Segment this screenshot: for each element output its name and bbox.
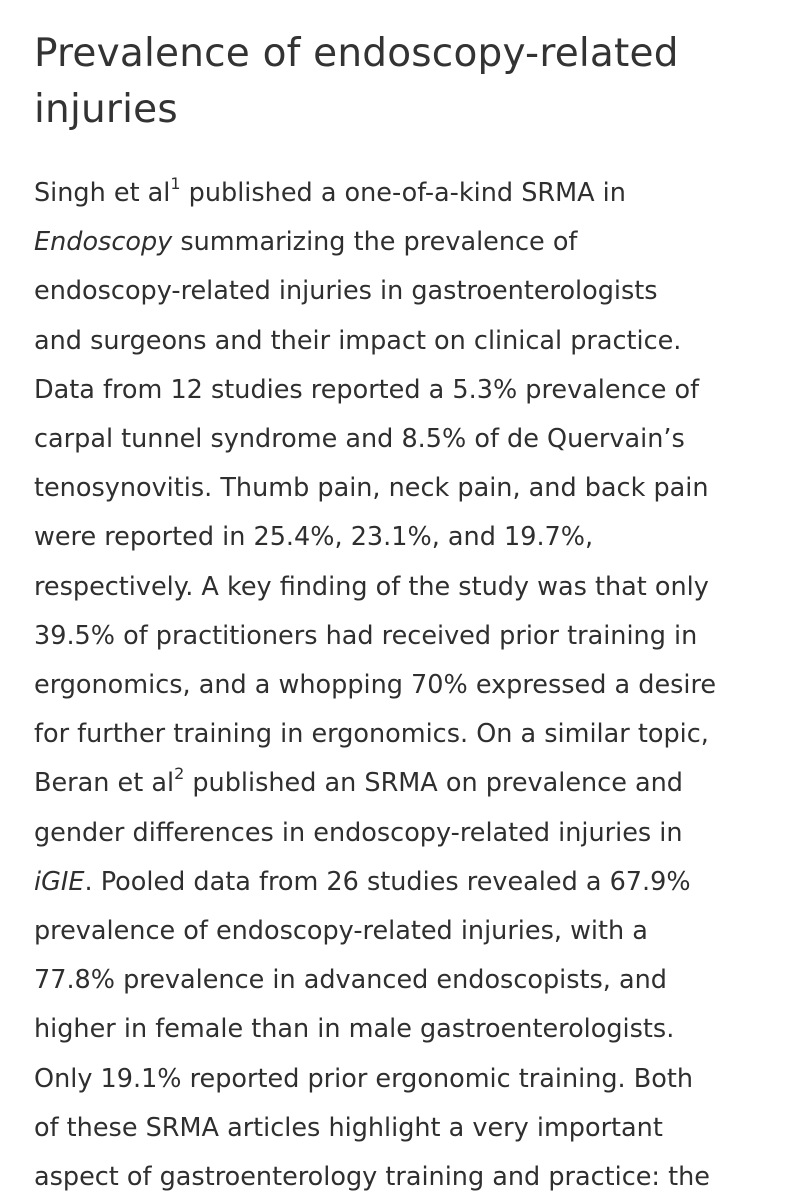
journal-name: iGIE — [34, 866, 85, 897]
paragraph-line: were reported in 25.4%, 23.1%, and 19.7%, — [34, 522, 594, 553]
journal-name: Endoscopy — [34, 227, 173, 258]
heading-line: Prevalence of endoscopy-related — [34, 31, 679, 76]
paragraph-line: tenosynovitis. Thumb pain, neck pain, and back pain — [34, 473, 709, 504]
paragraph-line — [34, 169, 794, 218]
paragraph-line: 77.8% prevalence in advanced endoscopists, and — [34, 965, 667, 996]
paragraph-line: Data from 12 studies reported a 5.3% prevalence of — [34, 374, 700, 405]
paragraph-line: gender differences in endoscopy-related injuries in — [34, 817, 683, 848]
paragraph-line: aspect of gastroenterology training and practice: the — [34, 1162, 710, 1193]
paragraph-text: summarizing the prevalence of — [172, 227, 578, 258]
paragraph-line: prevalence of endoscopy-related injuries, with a — [34, 916, 648, 947]
paragraph-line: Only 19.1% reported prior ergonomic training. Both — [34, 1063, 694, 1094]
paragraph-line: for further training in ergonomics. On a similar topic, — [34, 719, 709, 750]
paragraph-line: carpal tunnel syndrome and 8.5% of de Quervain’s — [34, 424, 685, 455]
reference-link-1[interactable]: 1 — [170, 174, 181, 193]
author-citation: Beran et al — [34, 768, 175, 799]
paragraph-line: ergonomics, and a whopping 70% expressed a desire — [34, 670, 717, 701]
paragraph-line — [34, 759, 794, 808]
paragraph-text: published a one-of-a-kind SRMA in — [180, 178, 626, 208]
paragraph-line: endoscopy-related injuries in gastroenterologists — [34, 276, 658, 307]
author-citation: Singh et al — [34, 178, 171, 208]
section-heading — [34, 26, 774, 138]
paragraph-text: published an SRMA on prevalence and — [184, 768, 683, 799]
paragraph-line: respectively. A key finding of the study was that only — [34, 571, 709, 602]
paragraph-line: of these SRMA articles highlight a very important — [34, 1112, 663, 1143]
paragraph-line — [34, 858, 794, 907]
paragraph-line — [34, 218, 794, 267]
article-paragraph — [34, 169, 794, 1200]
paragraph-text: . Pooled data from 26 studies revealed a 67.9% — [84, 866, 691, 897]
paragraph-line: and surgeons and their impact on clinical practice. — [34, 325, 682, 356]
heading-line: injuries — [34, 87, 178, 132]
paragraph-line: 39.5% of practitioners had received prior training in — [34, 620, 698, 651]
paragraph-line: higher in female than in male gastroenterologists. — [34, 1014, 675, 1045]
reference-link-2[interactable]: 2 — [174, 764, 185, 784]
